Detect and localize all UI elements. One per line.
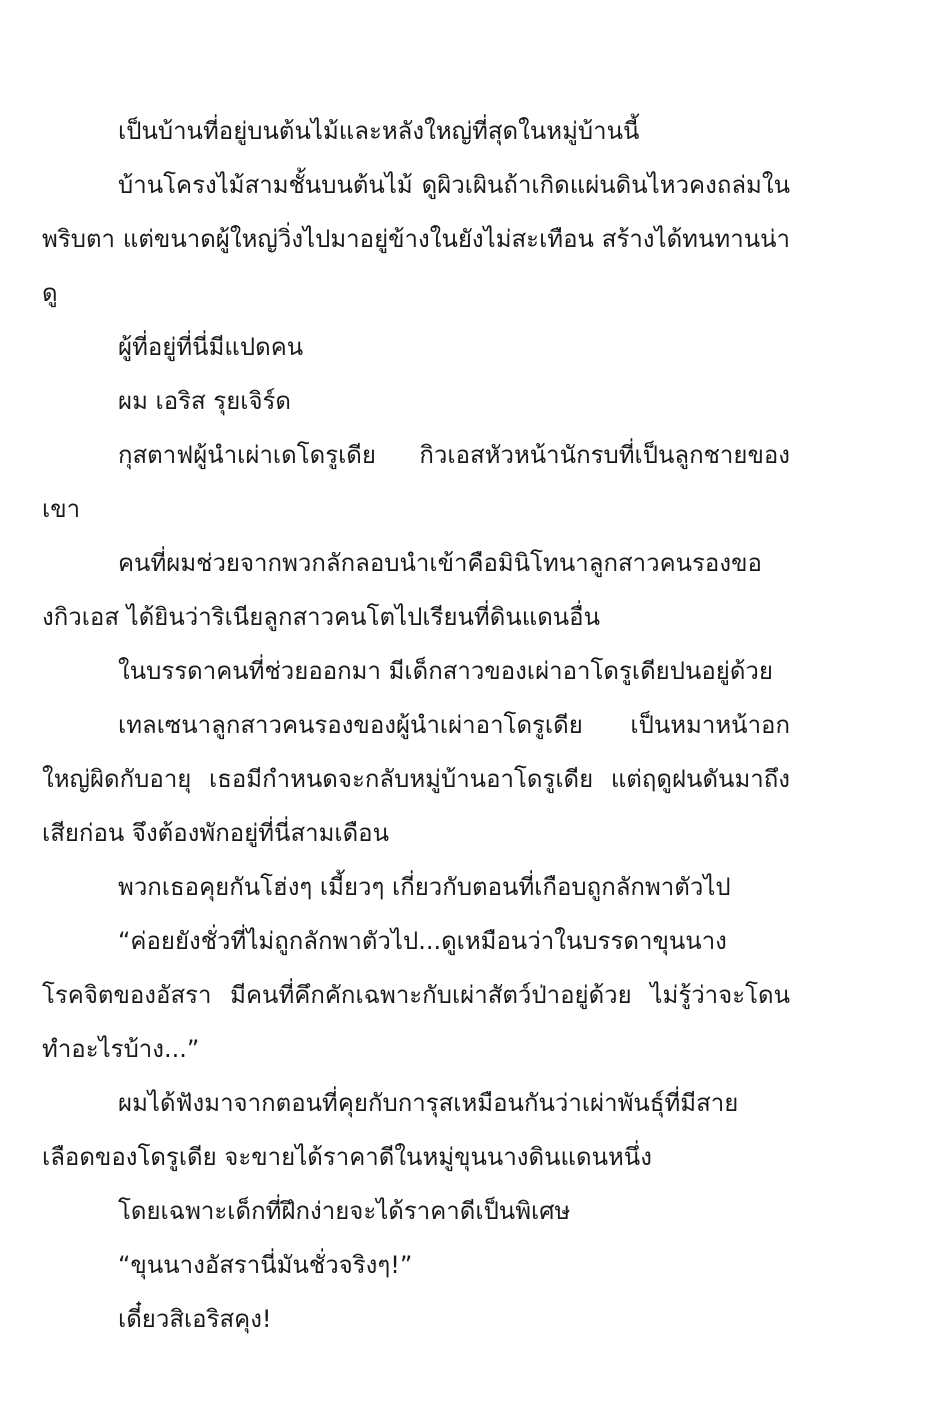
paragraph: โดยเฉพาะเด็กที่ฝึกง่ายจะได้ราคาดีเป็นพิเศษ [118,1197,571,1225]
paragraph: “ขุนนางอัสรานี่มันชั่วจริงๆ!” [118,1251,413,1279]
paragraph: เทลเซนาลูกสาวคนรองของผู้นำเผ่าอาโดรูเดีย เป็นหมาหน้าอกใหญ่ผิดกับอายุ เธอมีกำหนดจะกลับหมู่บ้านอาโดรูเดีย แต่ฤดูฝนดันมาถึงเสียก่อน จึงต้องพักอยู่ที่นี่สามเดือน [42,711,790,847]
paragraph: เป็นบ้านที่อยู่บนต้นไม้และหลังใหญ่ที่สุดในหมู่บ้านนี้ [118,117,640,145]
paragraph: ผม เอริส รุยเจิร์ด [118,387,291,415]
paragraph: กุสตาฟผู้นำเผ่าเดโดรูเดีย กิวเอสหัวหน้านักรบที่เป็นลูกชายของเขา [42,441,790,523]
paragraph: ผมได้ฟังมาจากตอนที่คุยกับการุสเหมือนกันว่าเผ่าพันธุ์ที่มีสายเลือดของโดรูเดีย จะขายได้ราคาดีในหมู่ขุนนางดินแดนหนึ่ง [42,1089,739,1171]
paragraph: พวกเธอคุยกันโฮ่งๆ เมี้ยวๆ เกี่ยวกับตอนที่เกือบถูกลักพาตัวไป [118,873,731,901]
paragraph: “ค่อยยังชั่วที่ไม่ถูกลักพาตัวไป...ดูเหมือนว่าในบรรดาขุนนางโรคจิตของอัสรา มีคนที่คึกคักเฉพาะกับเผ่าสัตว์ป่าอยู่ด้วย ไม่รู้ว่าจะโดนทำอะไรบ้าง...” [42,927,790,1063]
paragraph: ผู้ที่อยู่ที่นี่มีแปดคน [118,333,304,361]
paragraph: ในบรรดาคนที่ช่วยออกมา มีเด็กสาวของเผ่าอาโดรูเดียปนอยู่ด้วย [118,657,773,685]
body-text [42,104,790,1346]
paragraph: เดี๋ยวสิเอริสคุง! [118,1305,272,1333]
paragraph: คนที่ผมช่วยจากพวกลักลอบนำเข้าคือมินิโทนาลูกสาวคนรองของกิวเอส ได้ยินว่าริเนียลูกสาวคนโตไปเรียนที่ดินแดนอื่น [42,549,762,631]
paragraph: บ้านโครงไม้สามชั้นบนต้นไม้ ดูผิวเผินถ้าเกิดแผ่นดินไหวคงถล่มในพริบตา แต่ขนาดผู้ใหญ่วิ่งไปมาอยู่ข้างในยังไม่สะเทือน สร้างได้ทนทานน่าดู [42,171,790,307]
